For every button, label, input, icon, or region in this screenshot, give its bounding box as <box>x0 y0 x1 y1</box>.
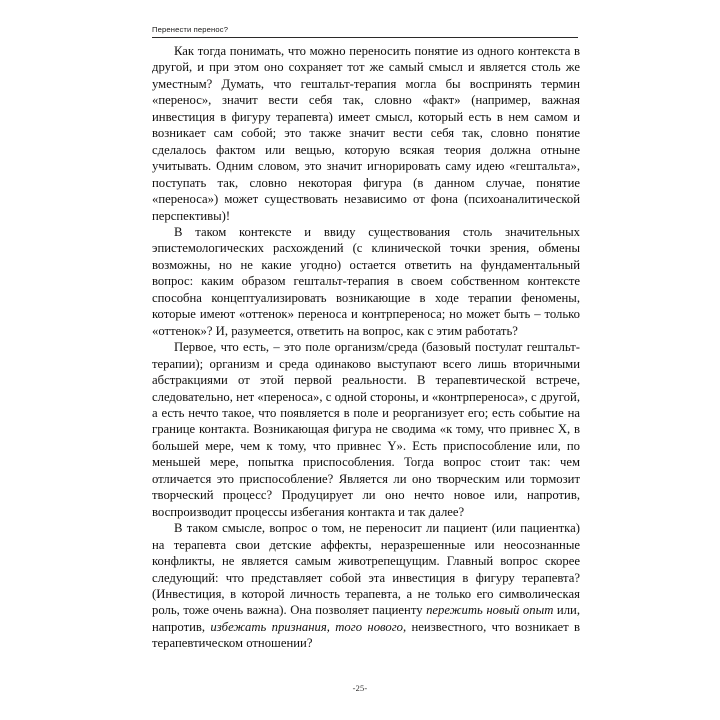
body-text-block <box>152 43 580 652</box>
page-number: -25- <box>352 684 368 693</box>
paragraph-3: Первое, что есть, – это поле организм/среда (базовый постулат гештальт-терапии); организм и среда одинаково выступают всего лишь вторичными абстракциями от этой первой реальности. В терапевтической встрече, следовательно, нет «переноса», с одной стороны, и «контрпереноса», с другой, а есть нечто такое, что появляется в поле и реорганизует его; есть событие на границе контакта. Возникающая фигура не сводима «к тому, что привнес X, в большей мере, чем к тому, что привнес Y». Есть приспособление или, по меньшей мере, попытка приспособления. Тогда вопрос стоит так: чем отличается это приспособление? Является ли оно творческим или тормозит творческий процесс? Продуцирует ли оно нечто новое или, напротив, воспроизводит процессы избегания контакта и так далее? <box>152 340 580 519</box>
paragraph-1: Как тогда понимать, что можно переносить понятие из одного контекста в другой, и при этом оно сохраняет тот же самый смысл и является столь же уместным? Думать, что гештальт-терапия могла бы воспринять термин «перенос», значит вести себя так, словно «факт» (например, важная инвестиция в фигуру терапевта) имеет смысл, который есть в нем самом и возникает сам собой; это также значит вести себя так, словно понятие сделалось фактом или вещью, которую всякая теория должна отныне учитывать. Одним словом, это значит игнорировать саму идею «гештальта», поступать так, словно некоторая фигура (в данном случае, понятие «переноса») может существовать независимо от фона (психоаналитической перспективы)! <box>152 44 580 223</box>
paragraph-4 <box>152 520 580 652</box>
paragraph-2: В таком контексте и ввиду существования столь значительных эпистемологических расхождений (с клинической точки зрения, обмены возможны, но не какие угодно) остается ответить на фундаментальный вопрос: каким образом гештальт-терапия в своем собственном контексте способна концептуализировать возникающие в ходе терапии феномены, которые имеют «оттенок» переноса и контрпереноса; но может быть – только «оттенок»? И, разумеется, ответить на вопрос, как с этим работать? <box>152 224 580 338</box>
emphasis-run: пережить новый опыт <box>426 603 554 618</box>
page-header <box>152 24 578 40</box>
text-run: , неизвестного, что возникает в терапевтическом отношении? <box>152 619 580 651</box>
text-run: В таком смысле, вопрос о том, не переносит ли пациент (или пациентка) на терапевта свои детские аффекты, неразрешенные или неосознанные конфликты, не является самым животрепещущим. Главный вопрос скорее следующий: что представляет собой эта инвестиция в фигуру терапевта? (Инвестиция, в которой личность терапевта, а не только его символическая роль, тоже очень важна). Она позволяет пациенту <box>152 521 580 618</box>
text-run: или, напротив, <box>152 603 580 634</box>
emphasis-run: избежать признания, того нового <box>210 619 404 634</box>
header-rule-divider <box>152 37 578 38</box>
running-head-title: Перенести перенос? <box>152 25 229 34</box>
